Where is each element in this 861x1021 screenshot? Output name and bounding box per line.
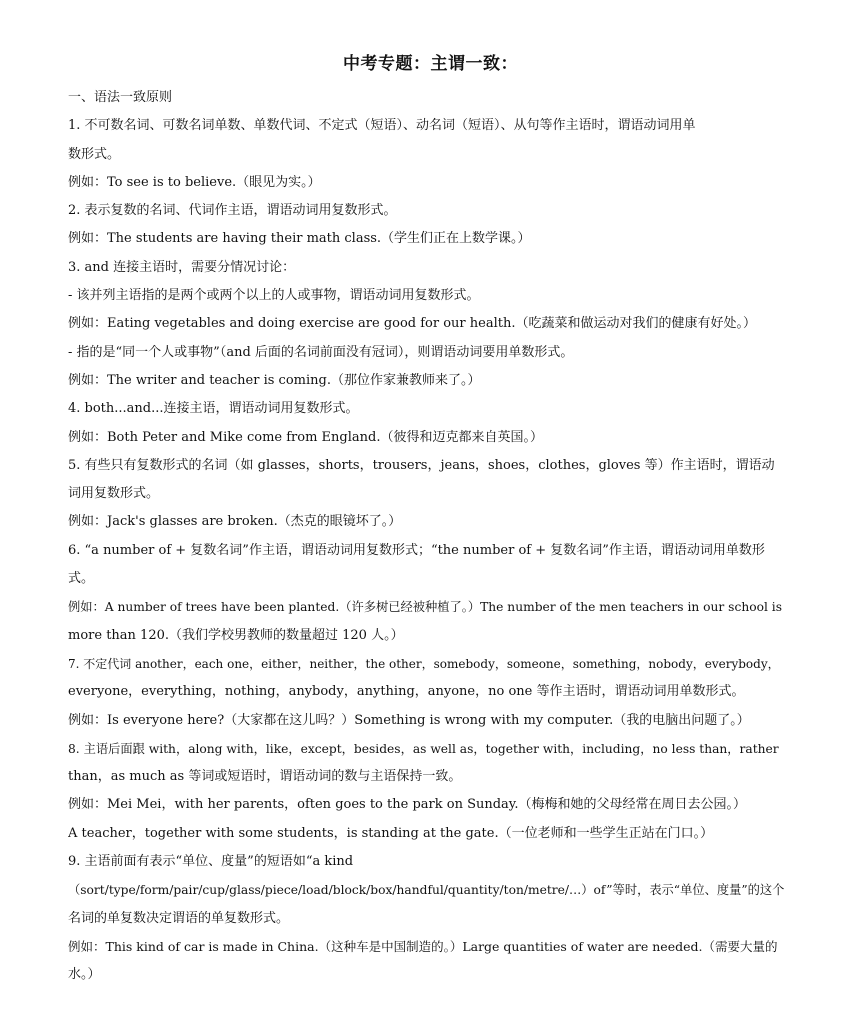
text-line: 2. 表示复数的名词、代词作主语，谓语动词用复数形式。 (68, 203, 397, 219)
text-line: 例如：Jack's glasses are broken.（杰克的眼镜坏了。） (68, 514, 402, 530)
text-line: （sort/type/form/pair/cup/glass/piece/load/block/box/handful/quantity/ton/metre/…）of”等时，表示“单位、度量”的这个 (68, 883, 785, 898)
text-line: 一、语法一致原则 (68, 90, 173, 105)
text-line: 例如：The writer and teacher is coming.（那位作家兼教师来了。） (68, 372, 481, 388)
page-title: 中考专题：主谓一致： (343, 54, 518, 74)
text-line: 例如：To see is to believe.（眼见为实。） (68, 174, 321, 190)
text-line: 例如：Eating vegetables and doing exercise are good for our health.（吃蔬菜和做运动对我们的健康有好处。） (68, 316, 756, 332)
text-line: 例如：Mei Mei，with her parents，often goes to the park on Sunday.（梅梅和她的父母经常在周日去公园。） (68, 797, 747, 813)
text-line: 5. 有些只有复数形式的名词（如 glasses，shorts，trousers，jeans，shoes，clothes，gloves 等）作主语时，谓语动 (68, 457, 775, 473)
text-line: 名词的单复数决定谓语的单复数形式。 (68, 910, 290, 926)
text-line: 式。 (68, 571, 95, 587)
document-body (68, 84, 790, 990)
text-line: 8. 主语后面跟 with，along with，like，except，besides，as well as，together with，including，no less than，rather (68, 741, 779, 756)
text-line: than，as much as 等词或短语时，谓语动词的数与主语保持一致。 (68, 769, 462, 785)
text-line: 水。） (68, 967, 101, 983)
text-line: A teacher，together with some students，is standing at the gate.（一位老师和一些学生正站在门口。） (68, 825, 714, 841)
text-line: 7. 不定代词 another，each one，either，neither，the other，somebody，someone，something，nobody，everybody， (68, 656, 780, 671)
text-line: 例如：Both Peter and Mike come from England.（彼得和迈克都来自英国。） (68, 429, 543, 445)
text-line: - 该并列主语指的是两个或两个以上的人或事物，谓语动词用复数形式。 (68, 288, 480, 304)
text-line: more than 120.（我们学校男教师的数量超过 120 人。） (68, 627, 404, 643)
text-line: everyone，everything，nothing，anybody，anything，anyone，no one 等作主语时，谓语动词用单数形式。 (68, 684, 745, 700)
text-line: 4. both...and...连接主语，谓语动词用复数形式。 (68, 401, 359, 417)
text-line: 6. “a number of + 复数名词”作主语，谓语动词用复数形式；“the number of + 复数名词”作主语，谓语动词用单数形 (68, 542, 765, 558)
text-line: 例如：A number of trees have been planted.（许多树已经被种植了。）The number of the men teachers in our school is (68, 600, 782, 615)
text-line: 例如：The students are having their math class.（学生们正在上数学课。） (68, 231, 531, 247)
text-line: 3. and 连接主语时，需要分情况讨论： (68, 259, 296, 275)
text-line: 1. 不可数名词、可数名词单数、单数代词、不定式（短语）、动名词（短语）、从句等作主语时，谓语动词用单 (68, 118, 696, 134)
text-line: 词用复数形式。 (68, 486, 160, 502)
text-line: 例如：Is everyone here?（大家都在这儿吗？）Something is wrong with my computer.（我的电脑出问题了。） (68, 712, 750, 728)
text-line: 9. 主语前面有表示“单位、度量”的短语如“a kind (68, 854, 354, 870)
text-line: 例如：This kind of car is made in China.（这种车是中国制造的。）Large quantities of water are needed.（需要大量的 (68, 938, 778, 954)
text-line: 数形式。 (68, 146, 121, 162)
text-line: - 指的是“同一个人或事物”（and 后面的名词前面没有冠词），则谓语动词要用单数形式。 (68, 344, 574, 360)
